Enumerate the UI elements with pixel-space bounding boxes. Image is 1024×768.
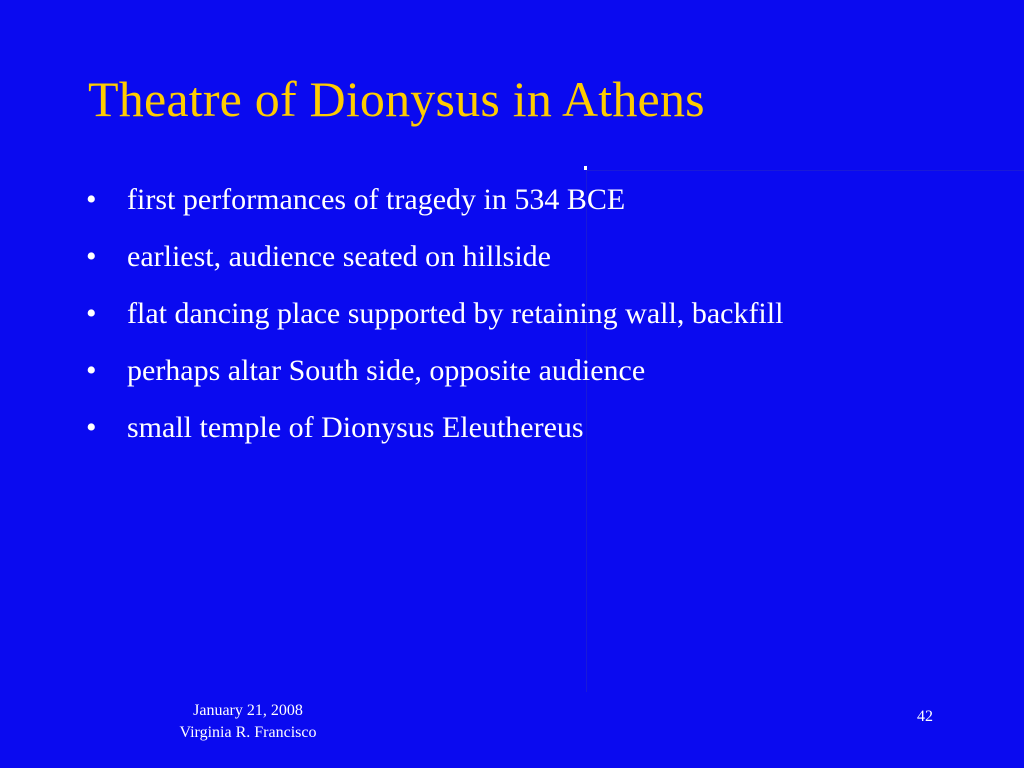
bullet-item — [86, 408, 946, 448]
footer-author: Virginia R. Francisco — [179, 724, 317, 741]
bullet-glyph: • — [86, 240, 97, 273]
bullet-text: earliest, audience seated on hillside — [127, 240, 551, 273]
footer-info — [130, 700, 366, 744]
bullet-text: small temple of Dionysus Eleuthereus — [127, 411, 584, 444]
decorative-dot — [584, 166, 587, 170]
footer-date: January 21, 2008 — [193, 702, 303, 719]
bullet-item — [86, 237, 946, 277]
bullet-glyph: • — [86, 354, 97, 387]
decorative-horizontal-line — [586, 170, 1024, 171]
slide-number: 42 — [917, 708, 933, 725]
bullet-item — [86, 294, 946, 334]
bullet-text: flat dancing place supported by retaining wall, backfill — [127, 297, 784, 330]
bullet-text: first performances of tragedy in 534 BCE — [127, 183, 626, 216]
bullet-list — [86, 180, 946, 465]
bullet-glyph: • — [86, 411, 97, 444]
bullet-item — [86, 180, 946, 220]
bullet-glyph: • — [86, 183, 97, 216]
bullet-glyph: • — [86, 297, 97, 330]
slide-title: Theatre of Dionysus in Athens — [88, 71, 705, 127]
bullet-item — [86, 351, 946, 391]
bullet-text: perhaps altar South side, opposite audience — [127, 354, 646, 387]
